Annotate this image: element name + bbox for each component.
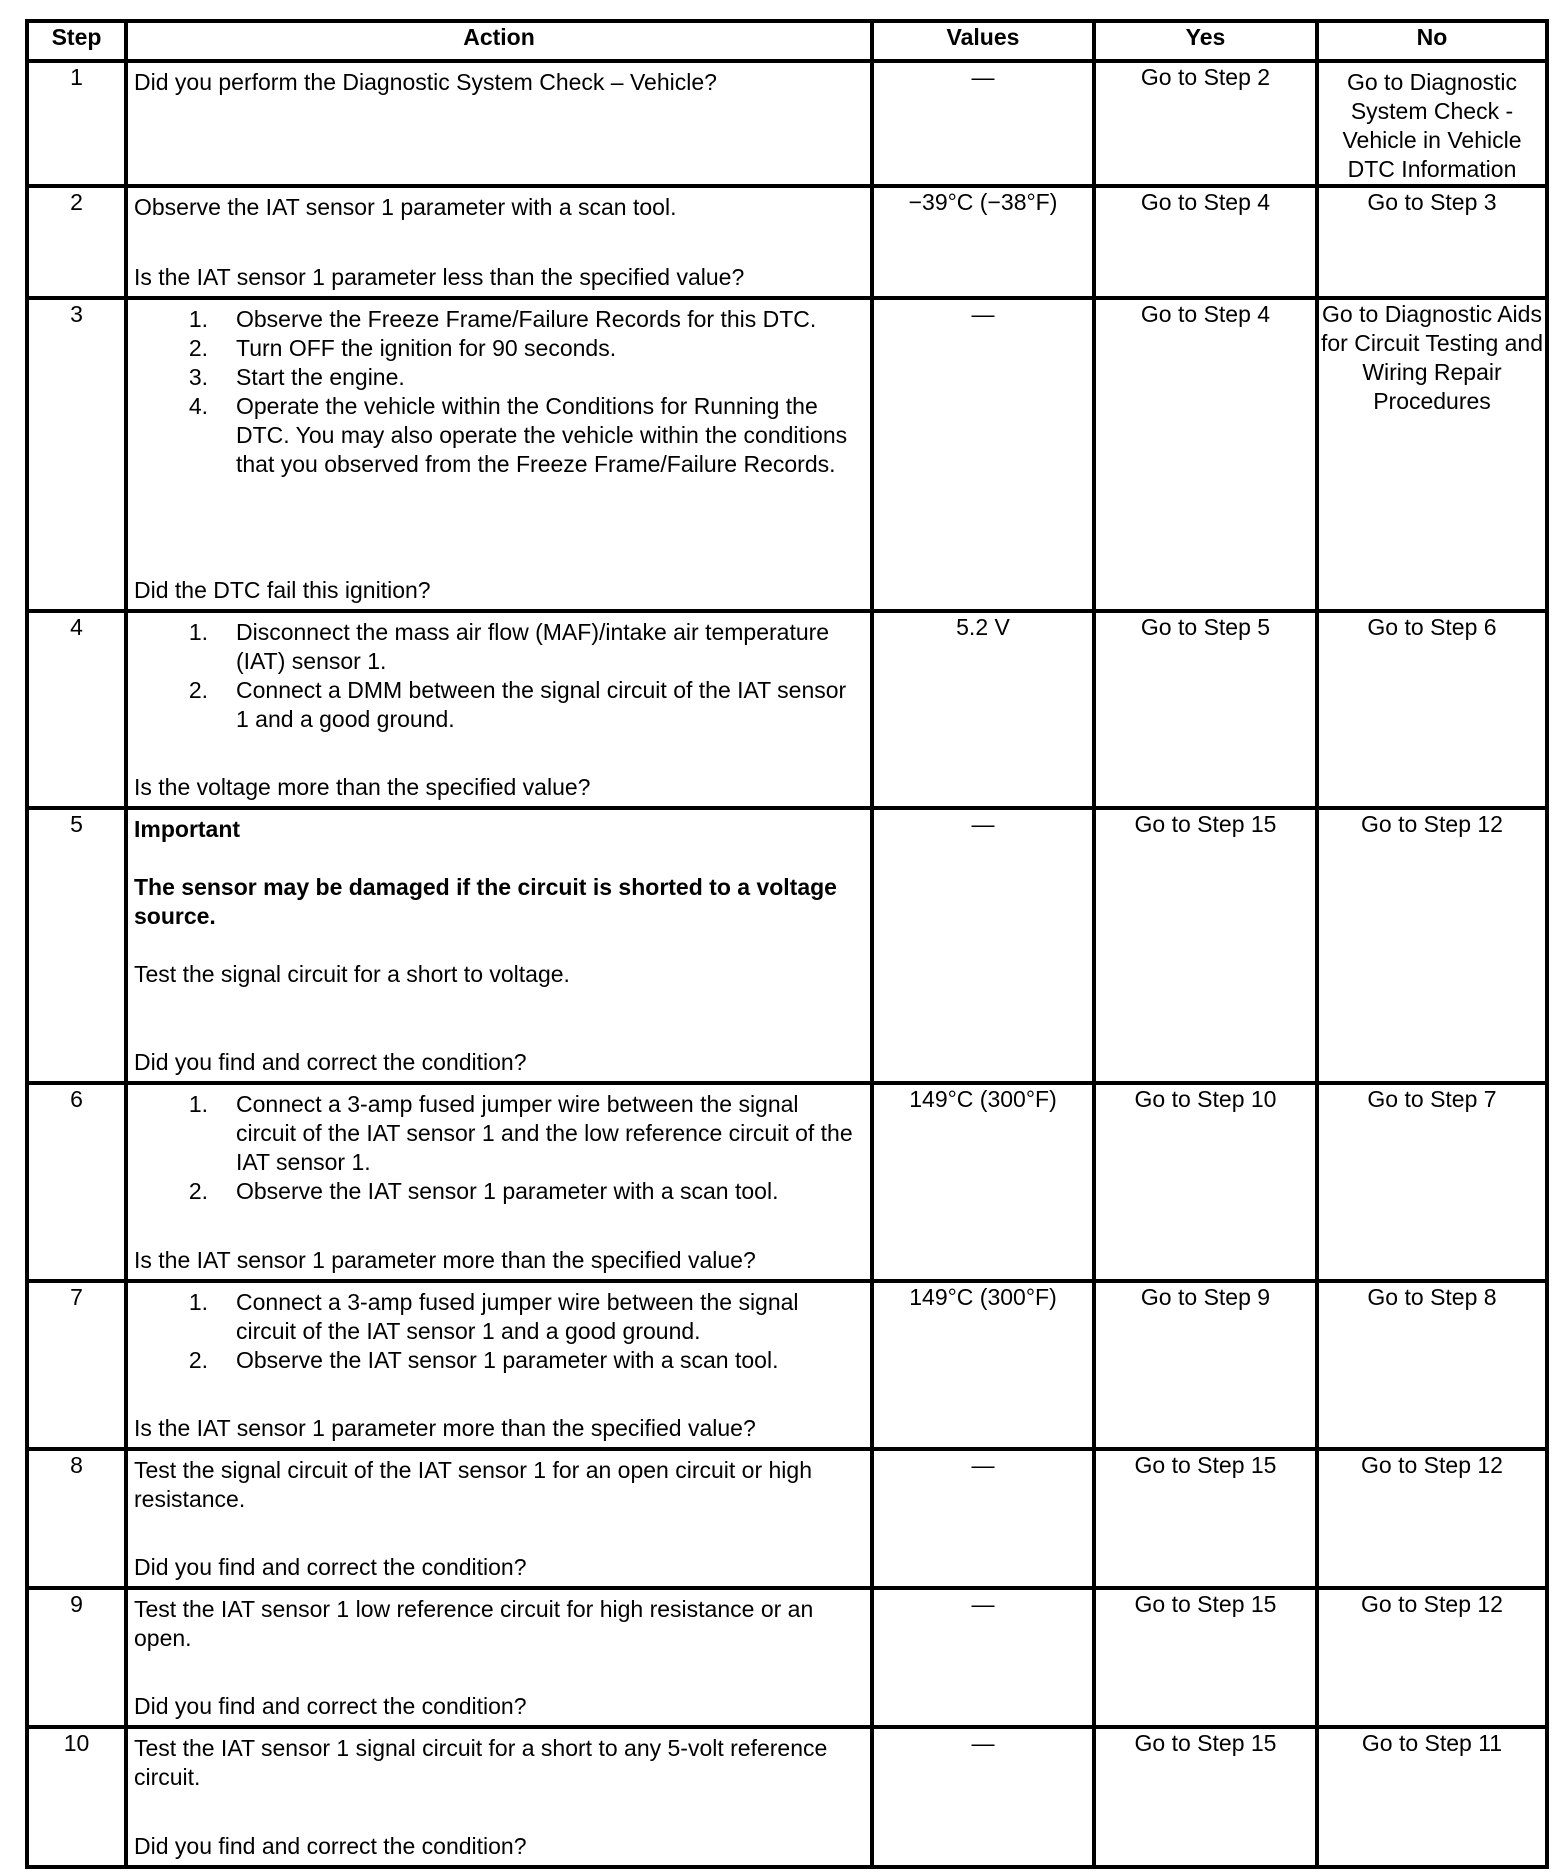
no-cell: Go to Step 6 (1317, 611, 1547, 808)
action-cell (126, 611, 872, 808)
yes-cell: Go to Step 10 (1094, 1083, 1317, 1281)
header-step: Step (27, 21, 126, 61)
action-question: Did the DTC fail this ignition? (134, 577, 431, 603)
action-question: Did you find and correct the condition? (134, 1554, 527, 1580)
yes-cell: Go to Step 2 (1094, 61, 1317, 186)
list-item: 2. Observe the IAT sensor 1 parameter with a scan tool. (188, 1178, 779, 1204)
no-cell: Go to Diagnostic System Check - Vehicle in Vehicle DTC Information (1317, 61, 1547, 186)
list-item: 2. Connect a DMM between the signal circuit of the IAT sensor 1 and a good ground. (188, 677, 847, 732)
action-text: Test the signal circuit of the IAT sensor 1 for an open circuit or high resistance. (134, 1457, 812, 1512)
yes-cell: Go to Step 9 (1094, 1281, 1317, 1449)
action-text: Test the signal circuit for a short to voltage. (134, 961, 570, 987)
table-row (27, 1449, 1547, 1588)
yes-cell: Go to Step 4 (1094, 298, 1317, 611)
header-no: No (1317, 21, 1547, 61)
table-row (27, 1727, 1547, 1867)
yes-cell: Go to Step 15 (1094, 808, 1317, 1083)
action-cell (126, 1083, 872, 1281)
action-text: Observe the IAT sensor 1 parameter with a scan tool. (134, 194, 677, 220)
value-cell: — (872, 1588, 1094, 1727)
step-number: 10 (27, 1727, 126, 1867)
step-number: 6 (27, 1083, 126, 1281)
yes-cell: Go to Step 4 (1094, 186, 1317, 298)
header-values: Values (872, 21, 1094, 61)
no-cell: Go to Step 12 (1317, 1449, 1547, 1588)
value-cell: — (872, 1449, 1094, 1588)
action-cell (126, 1588, 872, 1727)
list-item: 2. Turn OFF the ignition for 90 seconds. (188, 335, 617, 361)
action-cell (126, 298, 872, 611)
step-number: 7 (27, 1281, 126, 1449)
action-cell (126, 1727, 872, 1867)
no-cell: Go to Step 8 (1317, 1281, 1547, 1449)
no-cell: Go to Diagnostic Aids for Circuit Testing and Wiring Repair Procedures (1317, 298, 1547, 611)
yes-cell: Go to Step 15 (1094, 1727, 1317, 1867)
step-number: 3 (27, 298, 126, 611)
table-row (27, 1588, 1547, 1727)
numbered-list (134, 305, 858, 479)
header-yes: Yes (1094, 21, 1317, 61)
header-row (27, 21, 1547, 61)
action-question: Did you find and correct the condition? (134, 1049, 527, 1075)
list-item: 4. Operate the vehicle within the Conditions for Running the DTC. You may also operate the vehicle within the conditions that you observed from the Freeze Frame/Failure Records. (188, 393, 848, 477)
yes-cell: Go to Step 15 (1094, 1588, 1317, 1727)
table-row (27, 808, 1547, 1083)
list-item: 2. Observe the IAT sensor 1 parameter with a scan tool. (188, 1347, 779, 1373)
no-cell: Go to Step 12 (1317, 1588, 1547, 1727)
table-row (27, 1281, 1547, 1449)
action-text: Test the IAT sensor 1 low reference circuit for high resistance or an open. (134, 1596, 814, 1651)
numbered-list (134, 1090, 858, 1206)
action-cell (126, 808, 872, 1083)
action-text: Test the IAT sensor 1 signal circuit for a short to any 5-volt reference circuit. (134, 1735, 828, 1790)
value-cell: 5.2 V (872, 611, 1094, 808)
numbered-list (134, 1288, 858, 1375)
action-question: Did you find and correct the condition? (134, 1693, 527, 1719)
action-cell (126, 61, 872, 186)
header-action: Action (126, 21, 872, 61)
list-item: 1. Disconnect the mass air flow (MAF)/intake air temperature (IAT) sensor 1. (188, 619, 830, 674)
table-row (27, 61, 1547, 186)
action-question: Is the IAT sensor 1 parameter less than the specified value? (134, 264, 745, 290)
action-question: Is the IAT sensor 1 parameter more than the specified value? (134, 1415, 756, 1441)
table-row (27, 298, 1547, 611)
important-label: Important (134, 816, 241, 842)
diagnostic-table (25, 19, 1549, 1869)
action-question: Is the IAT sensor 1 parameter more than the specified value? (134, 1247, 756, 1273)
value-cell: — (872, 1727, 1094, 1867)
list-item: 3. Start the engine. (188, 364, 405, 390)
step-number: 8 (27, 1449, 126, 1588)
step-number: 2 (27, 186, 126, 298)
value-cell: — (872, 61, 1094, 186)
step-number: 1 (27, 61, 126, 186)
action-cell (126, 1449, 872, 1588)
action-question: Is the voltage more than the specified value? (134, 774, 591, 800)
step-number: 5 (27, 808, 126, 1083)
yes-cell: Go to Step 5 (1094, 611, 1317, 808)
yes-cell: Go to Step 15 (1094, 1449, 1317, 1588)
value-cell: — (872, 808, 1094, 1083)
no-cell: Go to Step 11 (1317, 1727, 1547, 1867)
value-cell: −39°C (−38°F) (872, 186, 1094, 298)
list-item: 1. Observe the Freeze Frame/Failure Records for this DTC. (188, 306, 817, 332)
table-row (27, 1083, 1547, 1281)
numbered-list (134, 618, 858, 734)
action-question: Did you find and correct the condition? (134, 1833, 527, 1859)
action-cell (126, 1281, 872, 1449)
step-number: 4 (27, 611, 126, 808)
value-cell: 149°C (300°F) (872, 1281, 1094, 1449)
table-row (27, 186, 1547, 298)
list-item: 1. Connect a 3-amp fused jumper wire between the signal circuit of the IAT sensor 1 and a good ground. (188, 1289, 799, 1344)
action-cell (126, 186, 872, 298)
no-cell: Go to Step 7 (1317, 1083, 1547, 1281)
value-cell: — (872, 298, 1094, 611)
table-row (27, 611, 1547, 808)
no-cell: Go to Step 3 (1317, 186, 1547, 298)
step-number: 9 (27, 1588, 126, 1727)
value-cell: 149°C (300°F) (872, 1083, 1094, 1281)
warning-text: The sensor may be damaged if the circuit is shorted to a voltage source. (134, 874, 837, 929)
no-cell: Go to Step 12 (1317, 808, 1547, 1083)
list-item: 1. Connect a 3-amp fused jumper wire between the signal circuit of the IAT sensor 1 and the low reference circuit of the IAT sensor 1. (188, 1091, 853, 1175)
action-text: Did you perform the Diagnostic System Check – Vehicle? (134, 69, 717, 95)
